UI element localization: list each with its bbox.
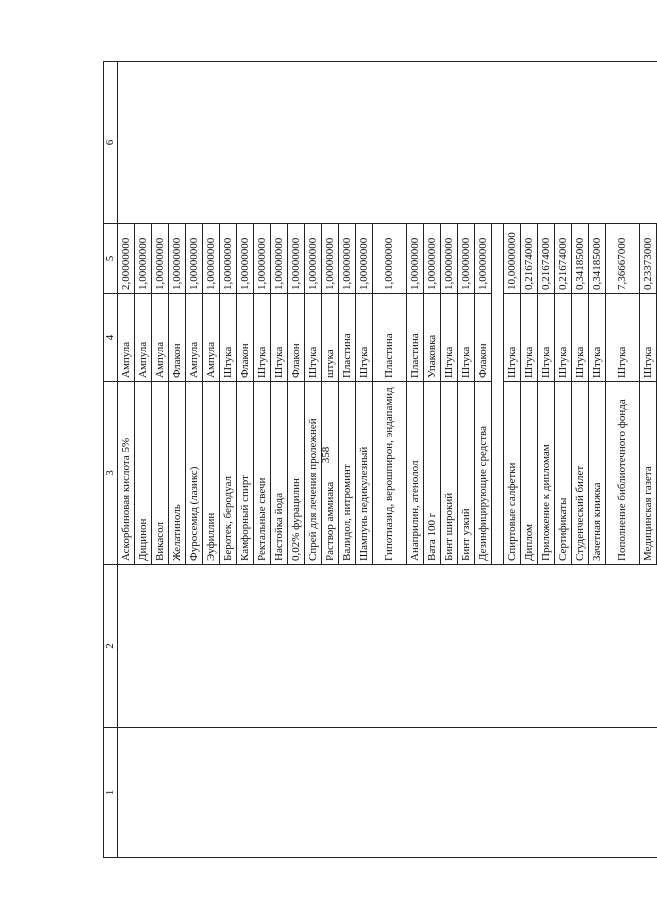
- cell-col-1: [339, 728, 356, 858]
- table-body: [118, 62, 657, 858]
- cell-quantity: 7,36667000: [606, 224, 640, 294]
- cell-col-1: [305, 728, 322, 858]
- cell-col-1: [254, 728, 271, 858]
- cell-col-1: [237, 728, 254, 858]
- table-row: [640, 62, 657, 858]
- cell-quantity: 0,21674000: [521, 224, 538, 294]
- cell-col-6: [606, 62, 640, 224]
- table-row: [555, 62, 572, 858]
- cell-col-1: [441, 728, 458, 858]
- cell-col-2: [339, 565, 356, 728]
- table-row: [504, 62, 521, 858]
- header-col-2: 2: [104, 565, 118, 728]
- cell-quantity: 1,00000000: [152, 224, 169, 294]
- cell-col-6: [339, 62, 356, 224]
- cell-quantity: 0,34185000: [572, 224, 589, 294]
- cell-col-1: [475, 728, 492, 858]
- cell-unit: Штука: [555, 294, 572, 382]
- cell-unit: штука: [322, 294, 339, 382]
- cell-quantity: 0,21674000: [538, 224, 555, 294]
- cell-item-name: Ректальные свечи: [254, 382, 271, 565]
- table-row: [521, 62, 538, 858]
- cell-item-name: Спрей для лечения пролежней: [305, 382, 322, 565]
- cell-col-2: [254, 565, 271, 728]
- cell-col-1: [186, 728, 203, 858]
- cell-col-1: [504, 728, 521, 858]
- cell-item-name: Камфорный спирт: [237, 382, 254, 565]
- cell-col-1: [220, 728, 237, 858]
- cell-item-name: Сертификаты: [555, 382, 572, 565]
- cell-col-1: [152, 728, 169, 858]
- cell-col-2: [555, 565, 572, 728]
- gap-cell: [492, 728, 504, 858]
- cell-col-6: [458, 62, 475, 224]
- cell-unit: Пластина: [407, 294, 424, 382]
- table-row: [339, 62, 356, 858]
- cell-col-2: [572, 565, 589, 728]
- table-row: [407, 62, 424, 858]
- cell-col-6: [441, 62, 458, 224]
- cell-unit: Штука: [254, 294, 271, 382]
- cell-quantity: 10,00000000: [504, 224, 521, 294]
- cell-col-6: [118, 62, 135, 224]
- cell-col-2: [458, 565, 475, 728]
- cell-col-6: [640, 62, 657, 224]
- header-col-4: 4: [104, 294, 118, 382]
- cell-col-2: [356, 565, 373, 728]
- cell-col-6: [322, 62, 339, 224]
- cell-col-2: [441, 565, 458, 728]
- header-col-3: 3: [104, 382, 118, 565]
- cell-quantity: 1,00000000: [475, 224, 492, 294]
- table-row: [589, 62, 606, 858]
- cell-unit: Ампула: [118, 294, 135, 382]
- gap-cell: [492, 294, 504, 382]
- cell-quantity: 1,00000000: [254, 224, 271, 294]
- rotated-table-wrapper: [103, 62, 654, 858]
- table-row: [305, 62, 322, 858]
- cell-col-2: [305, 565, 322, 728]
- table-row: [237, 62, 254, 858]
- cell-col-2: [407, 565, 424, 728]
- cell-col-1: [135, 728, 152, 858]
- cell-unit: Ампула: [203, 294, 220, 382]
- cell-col-6: [504, 62, 521, 224]
- cell-unit: Пластина: [373, 294, 407, 382]
- cell-unit: Штука: [521, 294, 538, 382]
- cell-unit: Флакон: [169, 294, 186, 382]
- cell-col-1: [538, 728, 555, 858]
- cell-quantity: 1,00000000: [237, 224, 254, 294]
- cell-col-6: [407, 62, 424, 224]
- cell-item-name: Гипотиазид, верошпирон, эндапамид: [373, 382, 407, 565]
- cell-col-6: [288, 62, 305, 224]
- cell-item-name: Викасол: [152, 382, 169, 565]
- cell-item-name: Бинт широкий: [441, 382, 458, 565]
- cell-quantity: 0,34185000: [589, 224, 606, 294]
- cell-col-2: [237, 565, 254, 728]
- cell-col-6: [220, 62, 237, 224]
- header-col-6: 6: [104, 62, 118, 224]
- cell-quantity: 1,00000000: [271, 224, 288, 294]
- cell-quantity: 1,00000000: [288, 224, 305, 294]
- table-row: [322, 62, 339, 858]
- cell-col-2: [373, 565, 407, 728]
- cell-item-name: Эуфиллин: [203, 382, 220, 565]
- cell-col-2: [424, 565, 441, 728]
- cell-col-1: [458, 728, 475, 858]
- cell-unit: Штука: [572, 294, 589, 382]
- table-row: [538, 62, 555, 858]
- table-gap-row: [492, 62, 504, 858]
- cell-col-1: [169, 728, 186, 858]
- cell-quantity: 0,21674000: [555, 224, 572, 294]
- cell-unit: Штука: [504, 294, 521, 382]
- cell-col-6: [356, 62, 373, 224]
- gap-cell: [492, 565, 504, 728]
- cell-col-1: [118, 728, 135, 858]
- table-row: [186, 62, 203, 858]
- cell-col-2: [135, 565, 152, 728]
- cell-quantity: 1,00000000: [220, 224, 237, 294]
- cell-item-name: Зачетная книжка: [589, 382, 606, 565]
- table-row: [288, 62, 305, 858]
- table-row: [356, 62, 373, 858]
- cell-item-name: Приложение к дипломам: [538, 382, 555, 565]
- cell-col-2: [220, 565, 237, 728]
- cell-col-6: [424, 62, 441, 224]
- page-number: 358: [320, 446, 332, 464]
- cell-quantity: 1,00000000: [169, 224, 186, 294]
- cell-col-2: [504, 565, 521, 728]
- cell-col-6: [135, 62, 152, 224]
- cell-col-2: [521, 565, 538, 728]
- cell-col-2: [640, 565, 657, 728]
- cell-item-name: Вата 100 г: [424, 382, 441, 565]
- cell-col-2: [322, 565, 339, 728]
- cell-col-1: [589, 728, 606, 858]
- cell-item-name: Пополнение библиотечного фонда: [606, 382, 640, 565]
- cell-col-6: [305, 62, 322, 224]
- cell-quantity: 1,00000000: [322, 224, 339, 294]
- cell-unit: Штука: [271, 294, 288, 382]
- cell-col-2: [169, 565, 186, 728]
- gap-cell: [492, 224, 504, 294]
- cell-col-6: [572, 62, 589, 224]
- cell-col-2: [589, 565, 606, 728]
- cell-col-1: [288, 728, 305, 858]
- cell-quantity: 1,00000000: [407, 224, 424, 294]
- gap-cell: [492, 62, 504, 224]
- cell-item-name: Желатиноль: [169, 382, 186, 565]
- cell-quantity: 0,23373000: [640, 224, 657, 294]
- cell-col-2: [288, 565, 305, 728]
- cell-col-6: [186, 62, 203, 224]
- header-col-1: 1: [104, 728, 118, 858]
- header-col-5: 5: [104, 224, 118, 294]
- cell-item-name: Анаприлин, атенолол: [407, 382, 424, 565]
- cell-quantity: 1,00000000: [356, 224, 373, 294]
- cell-col-2: [152, 565, 169, 728]
- cell-unit: Штука: [220, 294, 237, 382]
- table-row: [271, 62, 288, 858]
- cell-item-name: Аскорбиновая кислота 5%: [118, 382, 135, 565]
- cell-unit: Штука: [356, 294, 373, 382]
- cell-unit: Штука: [458, 294, 475, 382]
- cell-unit: Ампула: [152, 294, 169, 382]
- cell-quantity: 1,00000000: [373, 224, 407, 294]
- table-row: [118, 62, 135, 858]
- cell-unit: Флакон: [288, 294, 305, 382]
- cell-col-1: [271, 728, 288, 858]
- cell-unit: Флакон: [237, 294, 254, 382]
- table-row: [152, 62, 169, 858]
- cell-col-6: [373, 62, 407, 224]
- cell-unit: Ампула: [135, 294, 152, 382]
- table-row: [169, 62, 186, 858]
- cell-col-6: [271, 62, 288, 224]
- cell-item-name: Диплом: [521, 382, 538, 565]
- cell-item-name: 0,02% фурацилин: [288, 382, 305, 565]
- table-row: [458, 62, 475, 858]
- cell-col-2: [475, 565, 492, 728]
- cell-col-6: [555, 62, 572, 224]
- cell-item-name: Раствор аммиака: [322, 382, 339, 565]
- cell-unit: Штука: [606, 294, 640, 382]
- cell-unit: Штука: [538, 294, 555, 382]
- cell-col-1: [322, 728, 339, 858]
- cell-col-6: [538, 62, 555, 224]
- cell-unit: Штука: [640, 294, 657, 382]
- cell-quantity: 1,00000000: [424, 224, 441, 294]
- cell-col-2: [203, 565, 220, 728]
- cell-item-name: Медицинская газета: [640, 382, 657, 565]
- cell-item-name: Студенческий билет: [572, 382, 589, 565]
- cell-item-name: Настойка йода: [271, 382, 288, 565]
- gap-cell: [492, 382, 504, 565]
- cell-unit: Штука: [305, 294, 322, 382]
- cell-quantity: 1,00000000: [135, 224, 152, 294]
- cell-quantity: 1,00000000: [186, 224, 203, 294]
- cell-unit: Пластина: [339, 294, 356, 382]
- table-header-row: [104, 62, 118, 858]
- cell-col-6: [169, 62, 186, 224]
- cell-unit: Флакон: [475, 294, 492, 382]
- table-row: [254, 62, 271, 858]
- cell-unit: Штука: [589, 294, 606, 382]
- cell-quantity: 1,00000000: [305, 224, 322, 294]
- cell-col-1: [424, 728, 441, 858]
- cell-unit: Упаковка: [424, 294, 441, 382]
- cell-unit: Штука: [441, 294, 458, 382]
- cell-item-name: Валидол, нитроминт: [339, 382, 356, 565]
- cell-col-2: [606, 565, 640, 728]
- cell-col-6: [589, 62, 606, 224]
- cell-col-6: [237, 62, 254, 224]
- cell-col-1: [606, 728, 640, 858]
- cell-quantity: 1,00000000: [203, 224, 220, 294]
- cell-item-name: Фуросемид (лазикс): [186, 382, 203, 565]
- cell-col-1: [572, 728, 589, 858]
- cell-col-6: [254, 62, 271, 224]
- table-row: [572, 62, 589, 858]
- cell-col-1: [521, 728, 538, 858]
- cell-col-2: [186, 565, 203, 728]
- cell-unit: Ампула: [186, 294, 203, 382]
- table-row: [424, 62, 441, 858]
- cell-col-1: [373, 728, 407, 858]
- cell-quantity: 1,00000000: [441, 224, 458, 294]
- table-row: [606, 62, 640, 858]
- cell-col-6: [203, 62, 220, 224]
- cell-col-2: [118, 565, 135, 728]
- cell-col-6: [475, 62, 492, 224]
- cell-item-name: Бинт узкий: [458, 382, 475, 565]
- cell-col-1: [356, 728, 373, 858]
- cell-quantity: 2,00000000: [118, 224, 135, 294]
- items-table: [103, 61, 657, 858]
- cell-col-1: [640, 728, 657, 858]
- cell-col-1: [407, 728, 424, 858]
- cell-col-6: [152, 62, 169, 224]
- cell-col-1: [203, 728, 220, 858]
- table-row: [220, 62, 237, 858]
- cell-quantity: 1,00000000: [339, 224, 356, 294]
- table-row: [441, 62, 458, 858]
- cell-item-name: Беротек, беродуал: [220, 382, 237, 565]
- cell-col-1: [555, 728, 572, 858]
- table-row: [203, 62, 220, 858]
- cell-col-2: [271, 565, 288, 728]
- table-row: [135, 62, 152, 858]
- cell-quantity: 1,00000000: [458, 224, 475, 294]
- cell-col-6: [521, 62, 538, 224]
- cell-item-name: Спиртовые салфетки: [504, 382, 521, 565]
- cell-item-name: Дезинфицирующие средства: [475, 382, 492, 565]
- cell-item-name: Дицинон: [135, 382, 152, 565]
- cell-item-name: Шампунь педикулезный: [356, 382, 373, 565]
- table-row: [373, 62, 407, 858]
- table-row: [475, 62, 492, 858]
- cell-col-2: [538, 565, 555, 728]
